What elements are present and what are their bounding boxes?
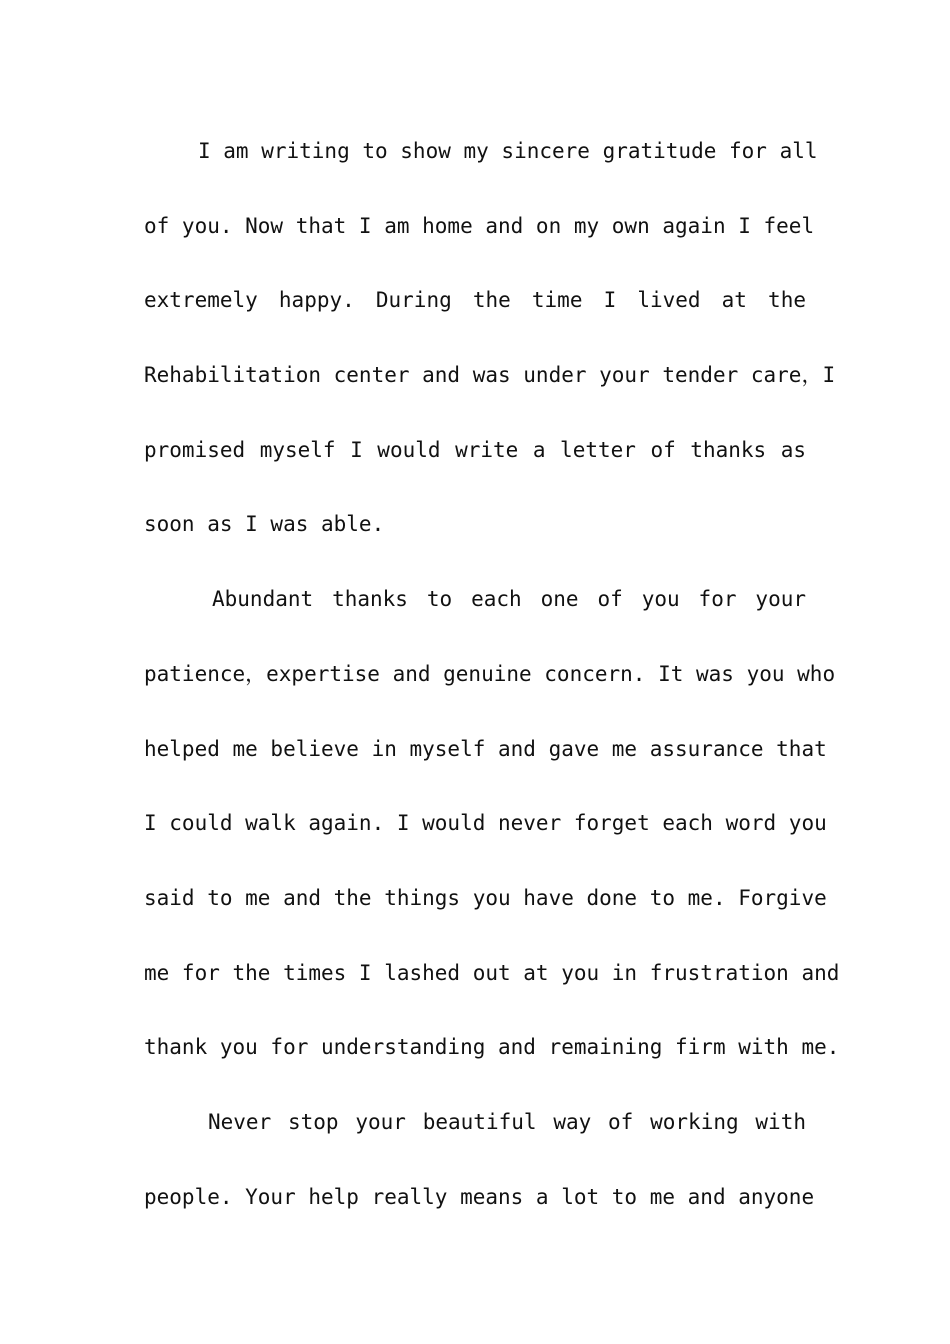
text-line: promised myself I would write a letter of thanks as [144, 437, 806, 462]
text-line: extremely happy. During the time I lived at the [144, 288, 806, 313]
text-line: Rehabilitation center and was under your tender care，I [144, 363, 836, 388]
text-line: people. Your help really means a lot to me and anyone [144, 1184, 815, 1209]
text-line: I could walk again. I would never forget each word you [144, 811, 827, 836]
text-line: said to me and the things you have done to me. Forgive [144, 885, 827, 910]
letter-body [144, 114, 840, 1234]
text-line: I am writing to show my sincere gratitude for all [198, 139, 818, 163]
text-line: me for the times I lashed out at you in frustration and [144, 960, 840, 985]
text-line: soon as I was able. [144, 512, 385, 537]
text-line: helped me believe in myself and gave me assurance that [144, 736, 827, 761]
text-line: Never stop your beautiful way of working with [208, 1109, 806, 1134]
text-line: of you. Now that I am home and on my own again I feel [144, 213, 815, 238]
text-line: patience，expertise and genuine concern. It was you who [144, 661, 836, 686]
text-line: thank you for understanding and remaining firm with me. [144, 1035, 840, 1060]
text-line: Abundant thanks to each one of you for your [212, 587, 806, 612]
